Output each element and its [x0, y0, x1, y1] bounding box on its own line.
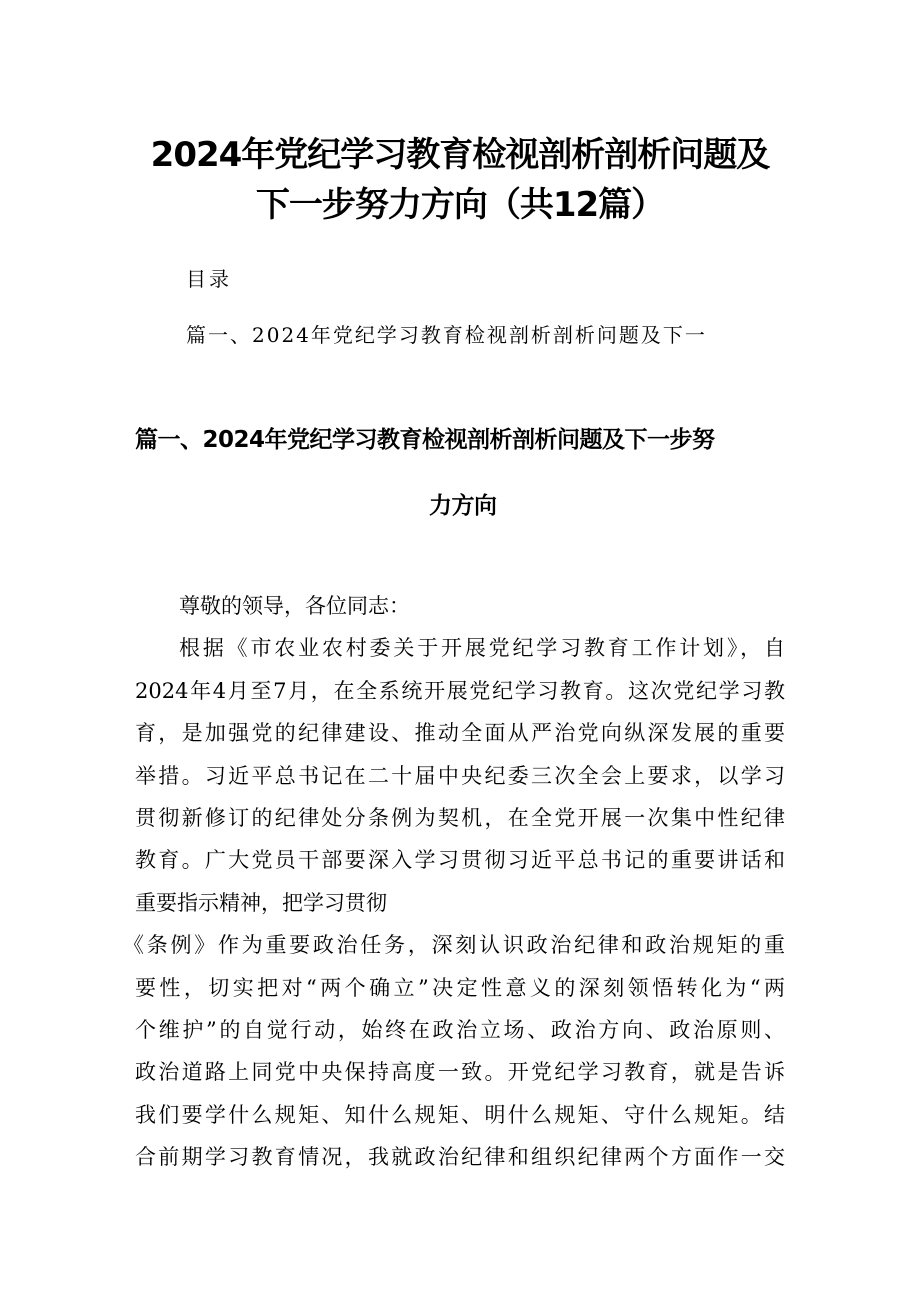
section-heading [135, 424, 785, 522]
section-heading-line-2: 力方向 [429, 493, 497, 519]
salutation-line: 尊敬的领导，各位同志： [179, 594, 410, 618]
body-line: 个维护”的自觉行动，始终在政治立场、政治方向、政治原则、 [135, 1017, 785, 1042]
body-line: 政治道路上同党中央保持高度一致。开党纪学习教育，就是告诉 [135, 1060, 785, 1085]
body-line: 要性，切实把对“两个确立”决定性意义的深刻领悟转化为“两 [135, 975, 785, 1000]
body-line: 合前期学习教育情况，我就政治纪律和组织纪律两个方面作一交 [135, 1145, 785, 1170]
body-line: 育，是加强党的纪律建设、推动全面从严治党向纵深发展的重要 [135, 721, 785, 746]
title-line-1: 2024年党纪学习教育检视剖析剖析问题及 [150, 135, 770, 175]
body-line: 2024年4月至7月，在全系统开展党纪学习教育。这次党纪学习教 [135, 678, 785, 703]
body-text [123, 585, 785, 1178]
body-line: 根据《市农业农村委关于开展党纪学习教育工作计划》，自 [179, 636, 785, 661]
document-title [0, 130, 920, 230]
body-line: 教育。广大党员干部要深入学习贯彻习近平总书记的重要讲话和 [135, 848, 785, 873]
title-line-2: 下一步努力方向（共12篇） [255, 185, 665, 225]
toc-item-1[interactable]: 篇一、2024年党纪学习教育检视剖析剖析问题及下一 [186, 323, 707, 347]
body-line: 举措。习近平总书记在二十届中央纪委三次全会上要求，以学习 [135, 763, 785, 788]
body-line: 我们要学什么规矩、知什么规矩、明什么规矩、守什么规矩。结 [135, 1102, 785, 1127]
section-heading-line-1: 篇一、2024年党纪学习教育检视剖析剖析问题及下一步努 [135, 427, 715, 453]
body-line: 贯彻新修订的纪律处分条例为契机，在全党开展一次集中性纪律 [135, 805, 785, 830]
body-line: 重要指示精神，把学习贯彻 [135, 890, 387, 915]
toc-label: 目录 [186, 267, 232, 291]
body-line: 《条例》作为重要政治任务，深刻认识政治纪律和政治规矩的重 [123, 933, 785, 958]
